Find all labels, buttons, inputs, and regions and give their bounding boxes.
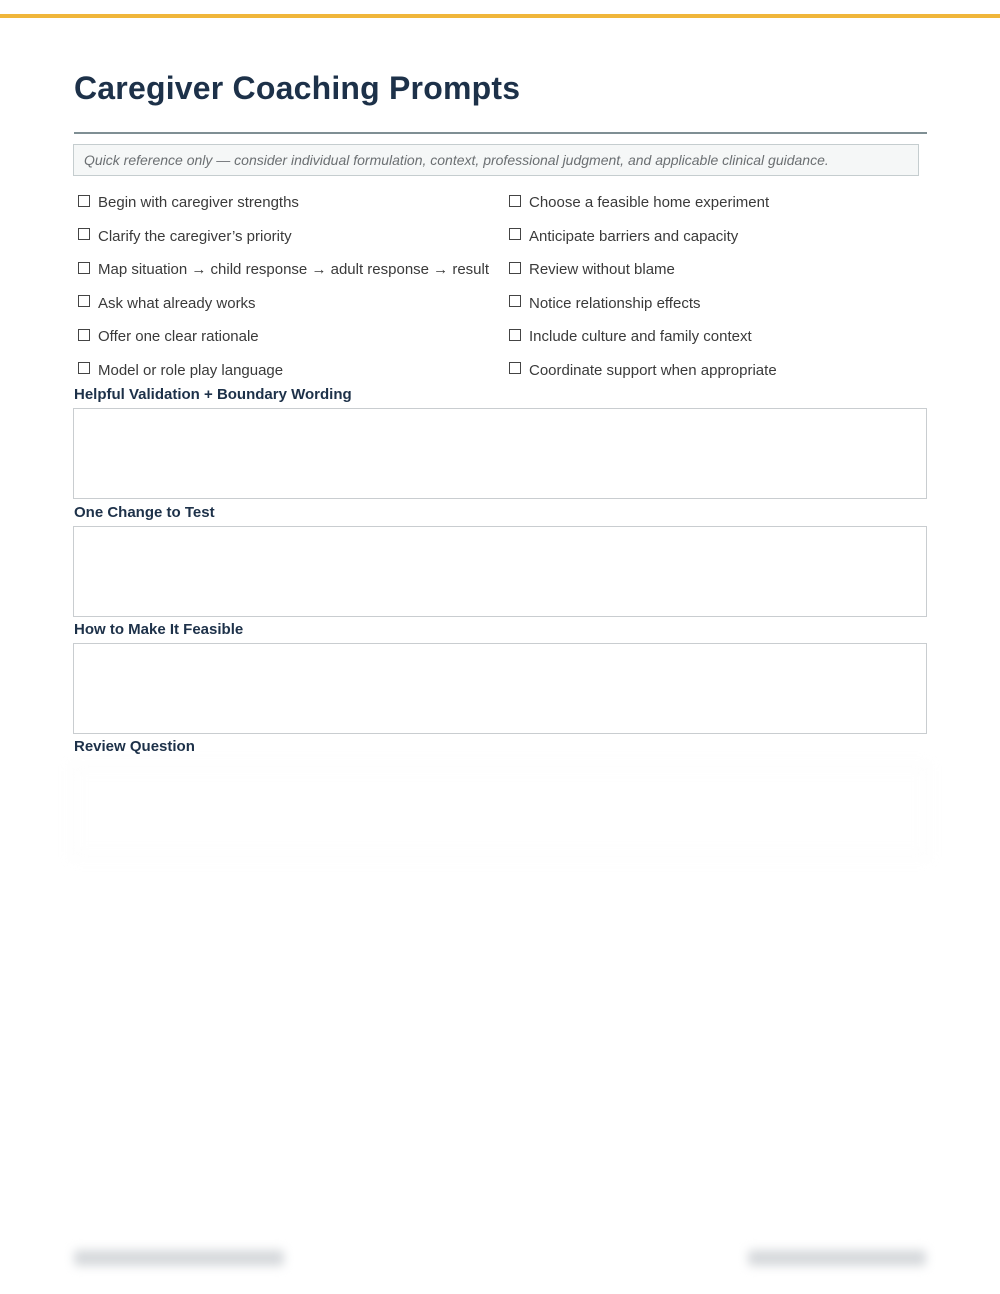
review-writing-box <box>73 766 927 857</box>
checkbox[interactable] <box>78 262 90 274</box>
checkbox[interactable] <box>78 362 90 374</box>
checkbox[interactable] <box>509 195 521 207</box>
section-label-review: Review Question <box>74 738 195 755</box>
footer-left-obscured <box>74 1250 284 1266</box>
checklist-item[interactable] <box>78 186 489 220</box>
checklist-item[interactable] <box>509 186 777 220</box>
section-label-feasible: How to Make It Feasible <box>74 621 244 638</box>
checkbox[interactable] <box>509 329 521 341</box>
checklist-item-label: Coordinate support when appropriate <box>529 361 777 379</box>
checkbox[interactable] <box>78 295 90 307</box>
checklist-left-column <box>78 186 489 387</box>
checklist-item-label: Review without blame <box>529 261 675 279</box>
checklist-item-label: Offer one clear rationale <box>98 328 259 346</box>
checkbox[interactable] <box>509 228 521 240</box>
checklist-item[interactable] <box>509 320 777 354</box>
checklist-item-label: Anticipate barriers and capacity <box>529 227 739 245</box>
checkbox[interactable] <box>509 262 521 274</box>
obscured-region <box>0 750 1000 1294</box>
checklist-item-label: Clarify the caregiver’s priority <box>98 227 292 245</box>
feasible-writing-box[interactable] <box>73 643 927 734</box>
checklist-item-label: Choose a feasible home experiment <box>529 194 770 212</box>
checklist-item-label: Model or role play language <box>98 361 284 379</box>
title-divider <box>74 132 927 134</box>
checklist-item[interactable] <box>78 220 489 254</box>
checklist-item-label: Include culture and family context <box>529 328 752 346</box>
top-accent-bar <box>0 14 1000 18</box>
checklist-item-label: Begin with caregiver strengths <box>98 194 299 212</box>
section-label-change: One Change to Test <box>74 504 215 521</box>
checklist-item[interactable] <box>509 287 777 321</box>
disclaimer-note: Quick reference only — consider individual formulation, context, professional judgment, and applicable clinical guidance. <box>73 144 919 176</box>
checklist-item[interactable] <box>509 220 777 254</box>
checklist-item-label: Map situation → child response → adult response → result <box>98 261 490 279</box>
checklist-item[interactable] <box>78 287 489 321</box>
checklist-item[interactable] <box>509 253 777 287</box>
checklist-item[interactable] <box>509 354 777 388</box>
section-label-validation: Helpful Validation + Boundary Wording <box>74 386 352 403</box>
checklist-item-label: Notice relationship effects <box>529 294 701 312</box>
checkbox[interactable] <box>78 195 90 207</box>
validation-writing-box[interactable] <box>73 408 927 499</box>
checklist-right-column <box>509 186 777 387</box>
checkbox[interactable] <box>509 295 521 307</box>
checkbox[interactable] <box>509 362 521 374</box>
checklist-item[interactable] <box>78 253 489 287</box>
page-title: Caregiver Coaching Prompts <box>74 70 521 106</box>
checkbox[interactable] <box>78 228 90 240</box>
checklist-item[interactable] <box>78 354 489 388</box>
footer-right-obscured <box>748 1250 926 1266</box>
checklist-item[interactable] <box>78 320 489 354</box>
change-writing-box[interactable] <box>73 526 927 617</box>
checkbox[interactable] <box>78 329 90 341</box>
checklist-item-label: Ask what already works <box>98 294 256 312</box>
